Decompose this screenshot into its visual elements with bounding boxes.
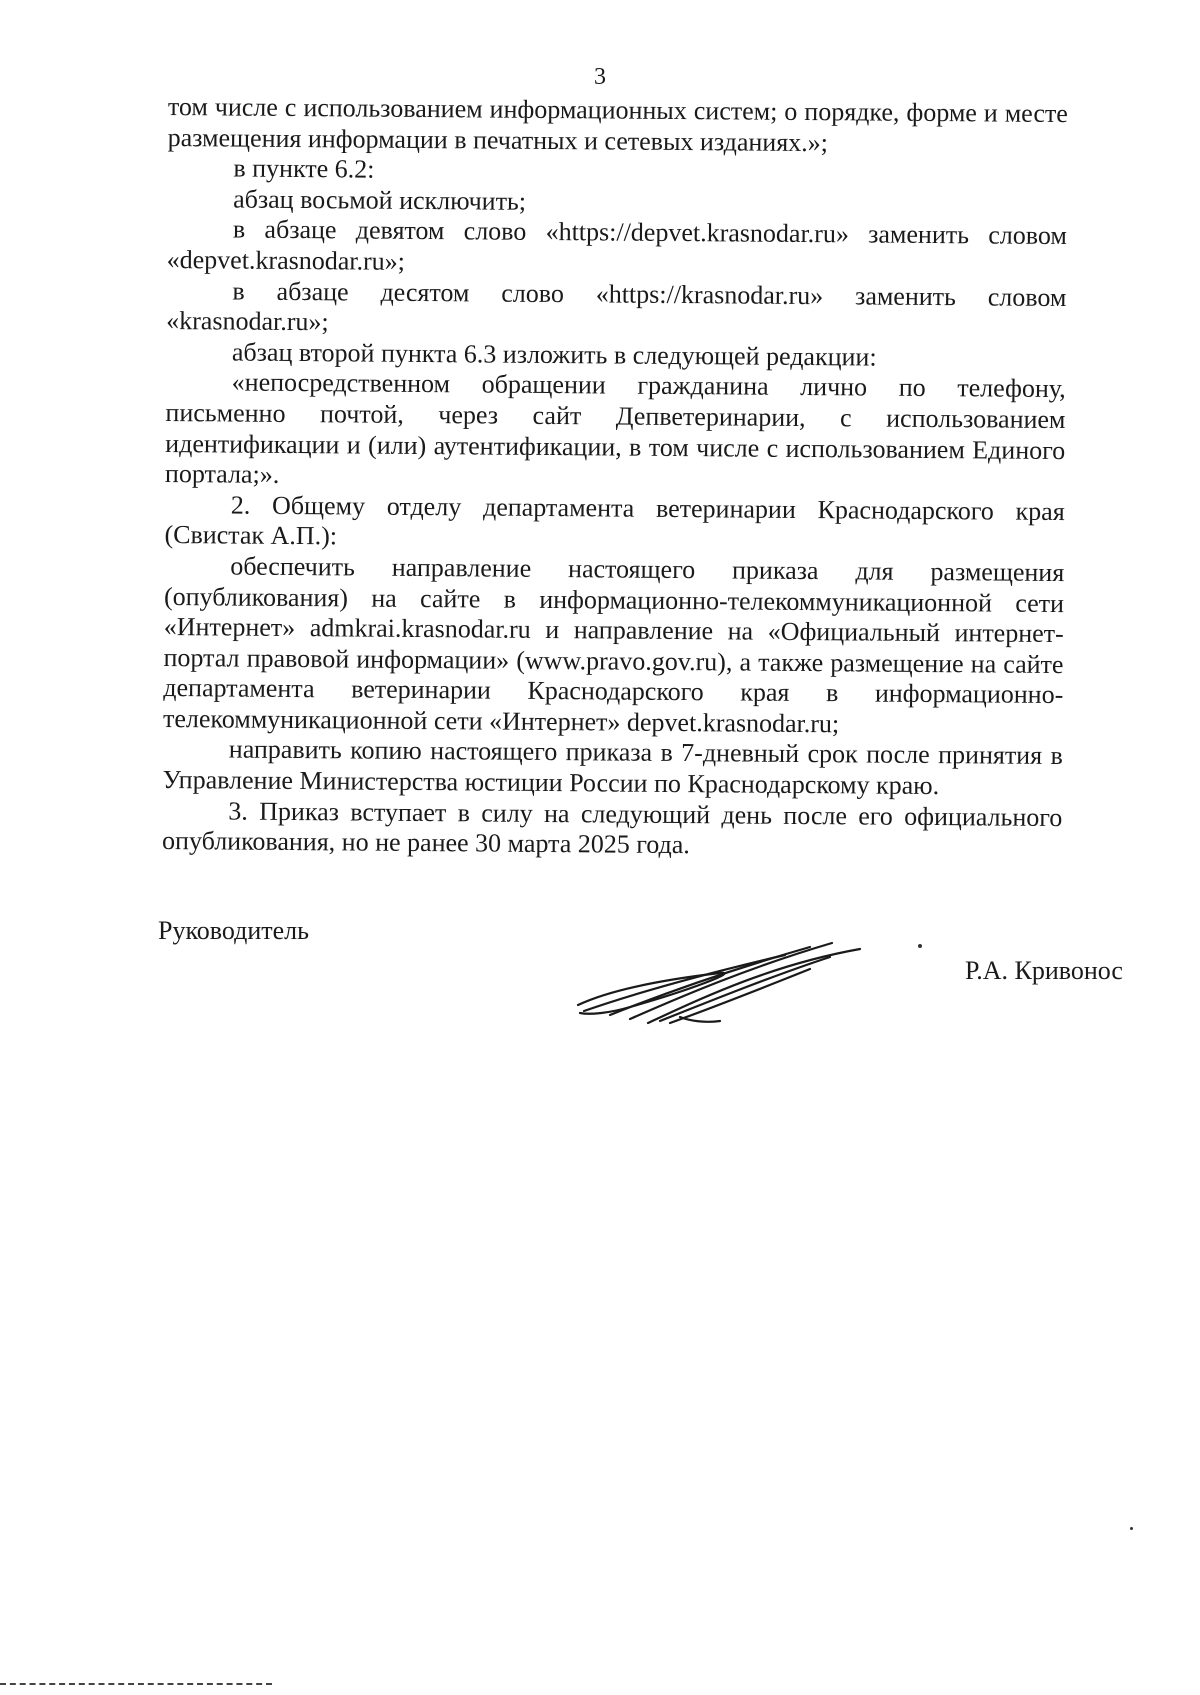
paragraph-abzac-10: в абзаце десятом слово «https://krasnodar.ru» заменить словом «krasnodar.ru»; [166, 276, 1067, 337]
paragraph-send-copy: направить копию настоящего приказа в 7-дневный срок после принятия в Управление Министерства юстиции России по Краснодарскому краю. [162, 734, 1063, 801]
paragraph-item-6-2: в пункте 6.2: [233, 153, 375, 184]
paragraph-ensure-publication: обеспечить направление настоящего приказа для размещения (опубликования) на сайте в информационно-телекоммуникационной сети «Интернет» admkrai.krasnodar.ru и направление на «Официальный интернет-портал правовой информации» (www.pravo.gov.ru), а также размещение на сайте департамента ветеринарии Краснодарского края в информационно-телекоммуникационной сети «Интернет» depvet.krasnodar.ru; [162, 551, 1065, 739]
paragraph-new-wording: «непосредственном обращении гражданина лично по телефону, письменно почтой, через сайт Депветеринарии, с использованием идентификации и (или) аутентификации, в том числе с использованием Единого портала;». [164, 367, 1066, 490]
paragraph-point-3: 3. Приказ вступает в силу на следующий день после его официального опубликования, но не ранее 30 марта 2025 года. [162, 796, 1063, 860]
scan-dot [1130, 1527, 1133, 1530]
signatory-position: Руководитель [158, 916, 309, 945]
bottom-rule [0, 1683, 272, 1685]
page-number: 3 [594, 64, 606, 90]
paragraph-abzac-9: в абзаце девятом слово «https://depvet.krasnodar.ru» заменить словом «depvet.krasnodar.ru»; [166, 214, 1068, 276]
signatory-name: Р.А. Кривонос [965, 956, 1123, 985]
paragraph-item-6-3: абзац второй пункта 6.3 изложить в следующей редакции: [231, 337, 877, 372]
scan-dot [918, 944, 922, 948]
paragraph-continuation: том числе с использованием информационных систем; о порядке, форме и месте размещения информации в печатных и сетевых изданиях.»; [167, 92, 1068, 157]
paragraph-point-2: 2. Общему отделу департамента ветеринарии Краснодарского края (Свистак А.П.): [164, 490, 1065, 551]
handwritten-signature [570, 935, 870, 1025]
paragraph-abzac-8: абзац восьмой исключить; [233, 184, 527, 216]
